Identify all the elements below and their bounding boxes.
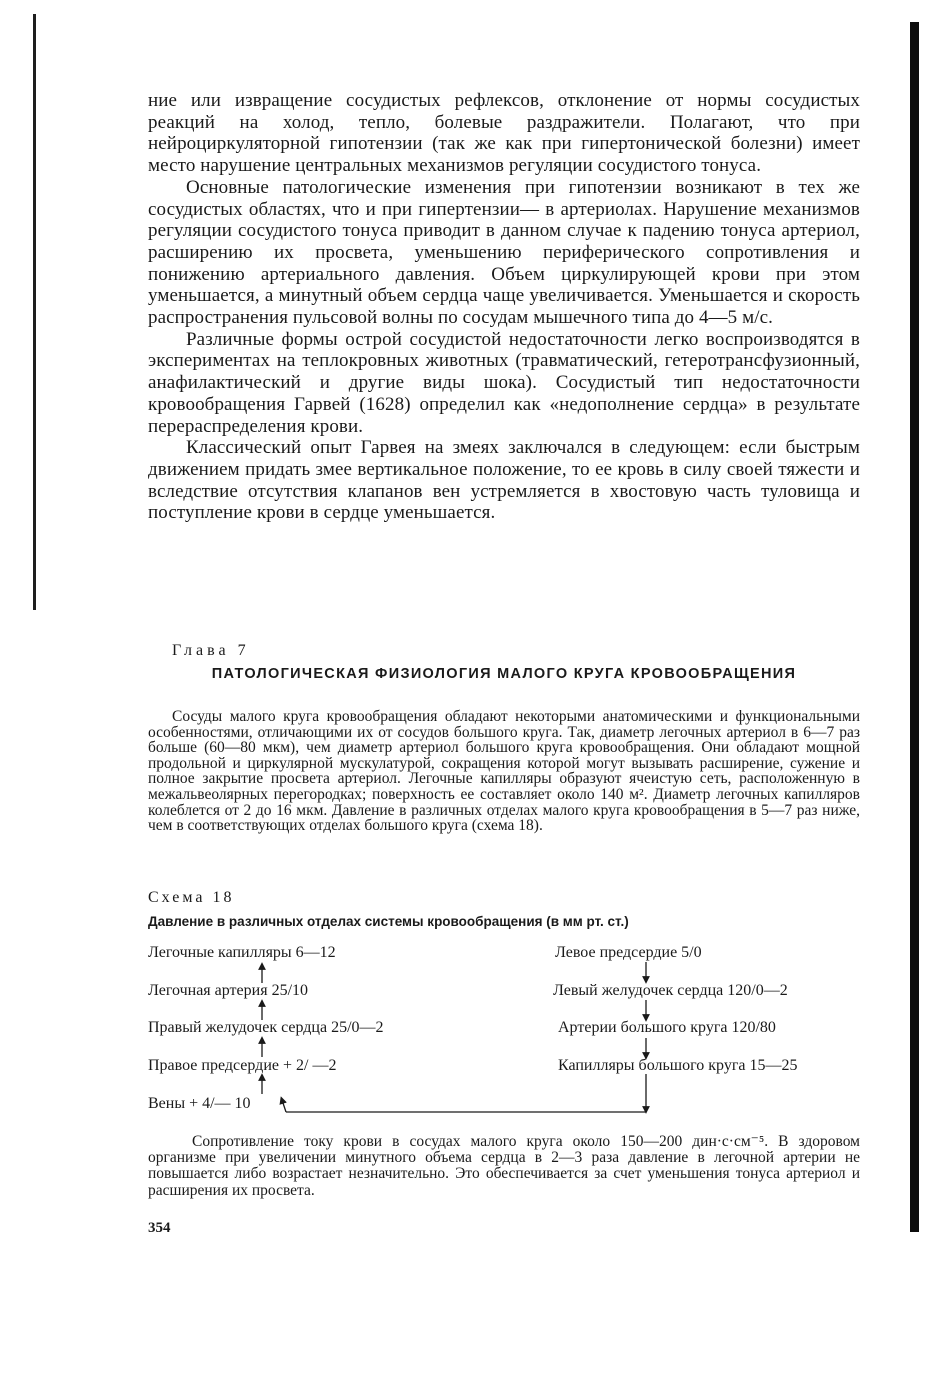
chapter-intro-paragraph: Сосуды малого круга кровообращения обладают некоторыми анатомическими и функциональными особенностями, отличающими их от сосудов большого круга. Так, диаметр легочных артериол в 6—7 раз больше (60—80 мкм), чем диаметр артериол большого круга кровообращения. Они обладают мощной продольной и циркулярной мускулатурой, сокращения которой могут вызывать расширение, сужение и полное закрытие просвета артериол. Легочные капилляры образуют ячеистую сеть, расположенную в межальвеолярных перегородках; поверхность ее составляет около 140 м². Диаметр легочных капилляров колеблется от 2 до 16 мкм. Давление в различных отделах малого круга кровообращения в 5—7 раз ниже, чем в соответствующих отделах большого круга (схема 18). — [148, 708, 860, 835]
chapter-title: ПАТОЛОГИЧЕСКАЯ ФИЗИОЛОГИЯ МАЛОГО КРУГА КРОВООБРАЩЕНИЯ — [211, 666, 797, 682]
closing-paragraph: Сопротивление току крови в сосудах малого круга около 150—200 дин·с·см⁻⁵. В здоровом организме при увеличении минутного объема сердца в 2—3 раза давление в легочной артерии не повышается либо возрастает незначительно. Это обеспечивается за счет уменьшения тонуса артериол и расширения их просвета. — [148, 1133, 860, 1199]
node-pulmonary-artery: Легочная артерия 25/10 — [148, 982, 309, 999]
return-arrow — [282, 1100, 286, 1112]
node-veins: Вены + 4/— 10 — [148, 1095, 251, 1112]
node-pulmonary-capillaries: Легочные капилляры 6—12 — [148, 944, 336, 961]
page-number: 354 — [148, 1220, 171, 1236]
scheme-title: Давление в различных отделах системы кровообращения (в мм рт. ст.) — [148, 914, 629, 929]
node-systemic-capillaries: Капилляры большого круга 15—25 — [558, 1057, 798, 1074]
node-systemic-arteries: Артерии большого круга 120/80 — [558, 1019, 776, 1036]
paragraph-4: Классический опыт Гарвея на змеях заключался в следующем: если быстрым движением придать змее вертикальное положение, то ее кровь в силу своей тяжести и вследствие отсутствия клапанов вен устремляется в хвостовую часть туловища и поступление крови в сердце уменьшается. — [148, 437, 860, 524]
chapter-label: Глава 7 — [172, 642, 250, 659]
node-left-ventricle: Левый желудочек сердца 120/0—2 — [553, 982, 788, 999]
node-right-ventricle: Правый желудочек сердца 25/0—2 — [148, 1019, 384, 1036]
paragraph-2: Основные патологические изменения при гипотензии возникают в тех же сосудистых областях, что и при гипертензии— в артериолах. Нарушение механизмов регуляции сосудистого тонуса приводит в данном случае к падению тонуса артериол, расширению их просвета, уменьшению периферического сопротивления и понижению артериального давления. Объем циркулирующей крови при этом уменьшается, а минутный объем сердца чаще увеличивается. Уменьшается и скорость распространения пульсовой волны по сосудам мышечного типа до 4—5 м/с. — [148, 176, 860, 329]
node-left-atrium: Левое предсердие 5/0 — [555, 944, 702, 961]
scheme-label: Схема 18 — [148, 889, 235, 906]
node-right-atrium: Правое предсердие + 2/ —2 — [148, 1057, 337, 1074]
closing-text — [148, 1134, 860, 1199]
paragraph-1: ние или извращение сосудистых рефлексов, отклонение от нормы сосудистых реакций на холод, тепло, болевые раздражители. Полагают, что при нейроциркуляторной гипотензии (так же как при гипертонической болезни) имеет место нарушение центральных механизмов регуляции сосудистого тонуса. — [148, 90, 860, 177]
paragraph-3: Различные формы острой сосудистой недостаточности легко воспроизводятся в экспериментах на теплокровных животных (травматический, гетеротрансфузионный, анафилактический и другие виды шока). Сосудистый тип недостаточности кровообращения Гарвей (1628) определил как «недополнение сердца» в результате перераспределения крови. — [148, 328, 860, 437]
